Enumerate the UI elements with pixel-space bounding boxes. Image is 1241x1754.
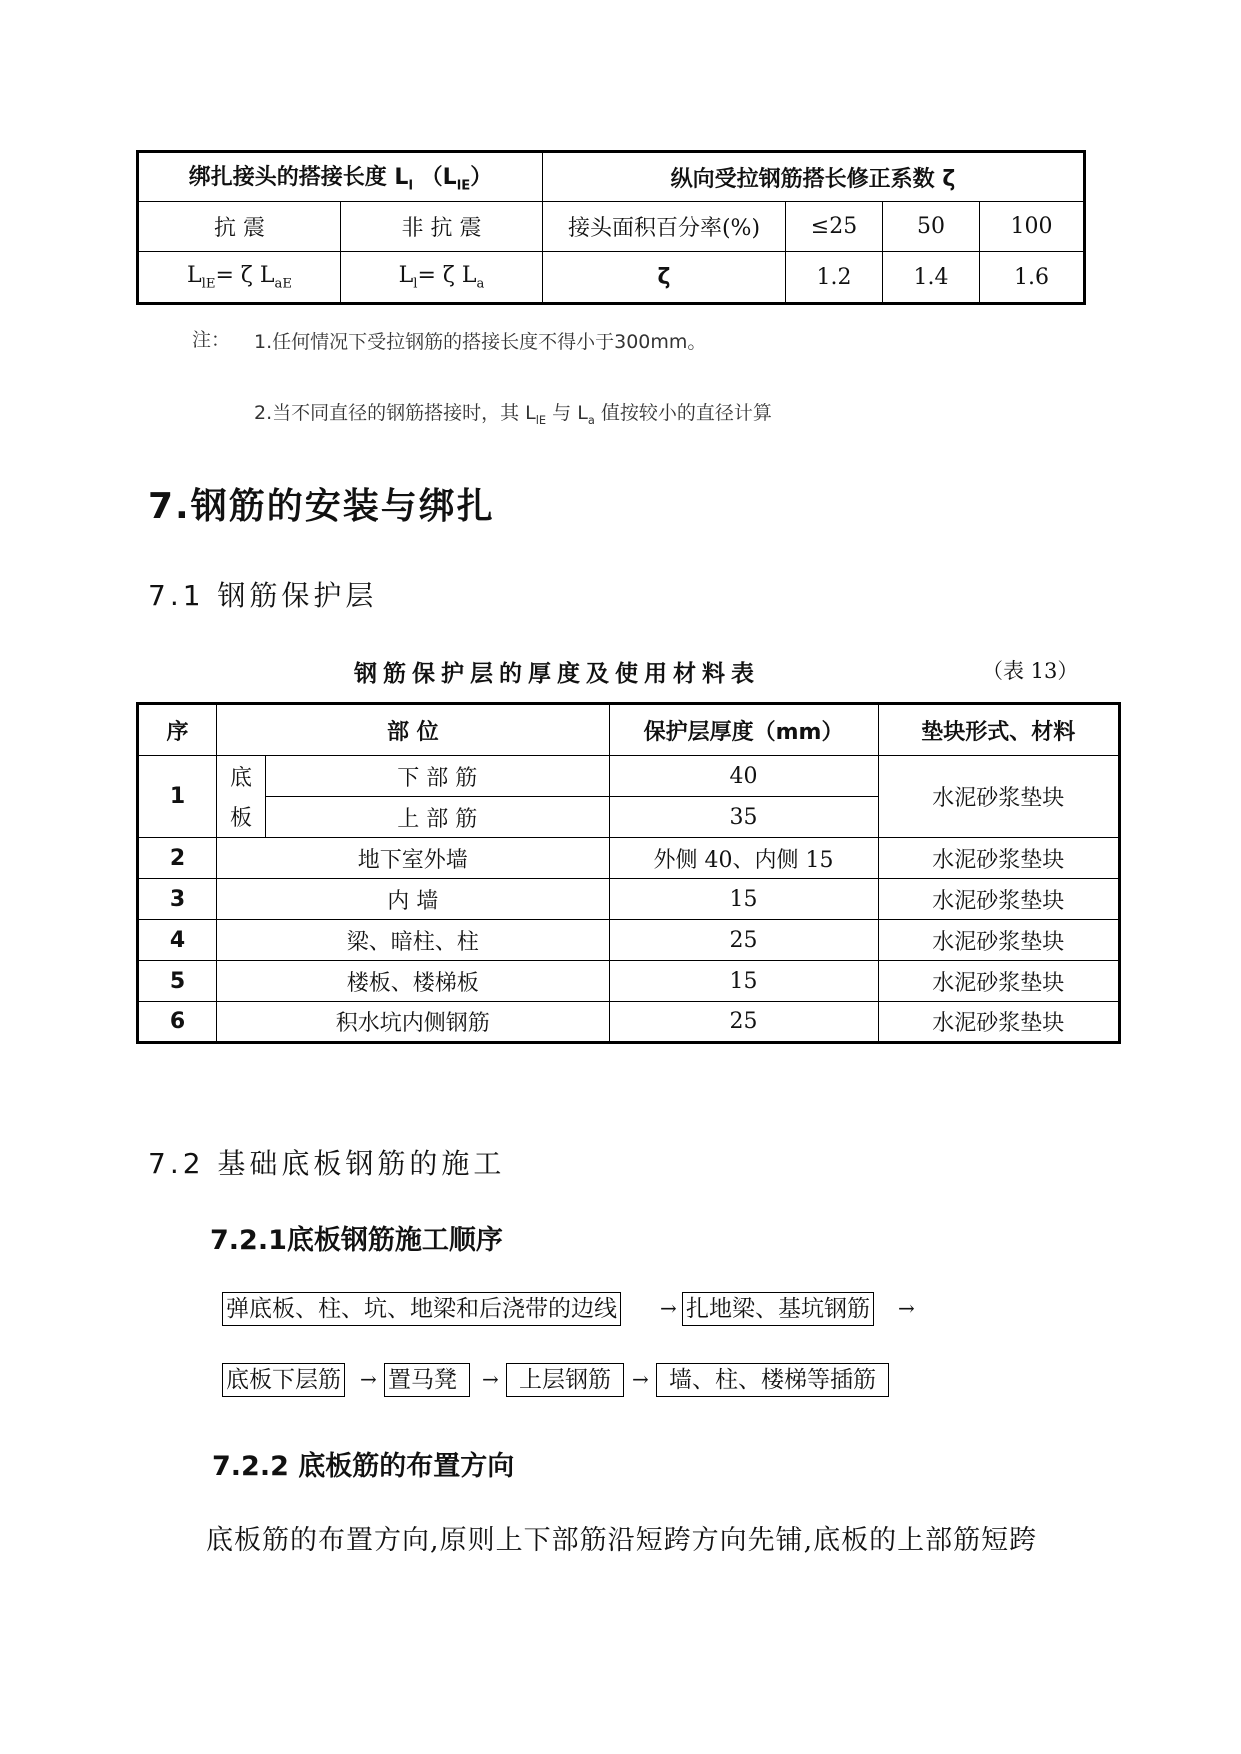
table-row [138,961,1120,1002]
thickness-cell: 25 [609,1002,878,1043]
cover-table-caption: 钢筋保护层的厚度及使用材料表 [354,661,760,687]
part-cell: 地下室外墙 [217,838,610,879]
lap-coef-2: 1.4 [883,252,980,304]
lap-cell-seismic: 抗 震 [138,202,341,252]
cover-thickness-table [136,702,1121,1044]
flow-arrow-icon: → [632,1367,649,1391]
table-row [138,1002,1120,1043]
formula-sub: aE [274,276,292,292]
formula-mid: = ζ L [417,262,477,288]
part-cell: 楼板、楼梯板 [217,961,610,1002]
lap-header-paren-sub: lE [456,178,471,194]
lap-header-left-text: 绑扎接头的搭接长度 L [188,165,409,191]
table-row [138,838,1120,879]
lap-cell-nonseismic: 非 抗 震 [341,202,543,252]
note-2-sub: lE [535,412,547,427]
thickness-cell: 15 [609,879,878,920]
col-header-no: 序 [138,704,217,756]
lap-cell-ratio-100: 100 [980,202,1085,252]
lap-header-sub: l [408,178,413,194]
lap-header-close: ） [470,165,493,191]
part-cell: 内 墙 [217,879,610,920]
section-7-2-2-title: 7.2.2 底板筋的布置方向 [212,1451,515,1482]
lap-length-table [136,150,1086,305]
row-no: 2 [138,838,217,879]
lap-cell-ratio-25: ≤25 [786,202,883,252]
material-cell: 水泥砂浆垫块 [878,1002,1119,1043]
flow-step-bottom-layer: 底板下层筋 [222,1363,345,1397]
lap-coef-1: 1.2 [786,252,883,304]
flow-arrow-icon: → [360,1367,377,1391]
flow-arrow-icon: → [660,1296,677,1320]
thickness-cell: 40 [609,756,878,797]
thickness-cell: 15 [609,961,878,1002]
formula-l: L [398,262,414,288]
part-cell: 积水坑内侧钢筋 [217,1002,610,1043]
flow-step-dowels: 墙、柱、楼梯等插筋 [656,1363,889,1397]
formula-l: L [187,262,202,288]
formula-sub: a [476,276,485,292]
formula-sub: lE [201,276,216,292]
thickness-cell: 外侧 40、内侧 15 [609,838,878,879]
col-header-material: 垫块形式、材料 [878,704,1119,756]
formula-sub: l [413,276,418,292]
part-cell: 上 部 筋 [266,797,610,838]
body-paragraph: 底板筋的布置方向,原则上下部筋沿短跨方向先铺,底板的上部筋短跨 [206,1525,1038,1556]
material-cell: 水泥砂浆垫块 [878,756,1119,838]
row-no: 1 [138,756,217,838]
section-7-2-1-title: 7.2.1底板钢筋施工顺序 [210,1225,503,1256]
lap-formula-nonseismic [341,252,543,304]
note-2-text: 值按较小的直径计算 [594,402,772,424]
flow-step-ground-beam: 扎地梁、基坑钢筋 [682,1292,874,1326]
part-cell: 下 部 筋 [266,756,610,797]
thickness-cell: 35 [609,797,878,838]
cover-table-number: （表 13） [982,659,1079,683]
group-label: 底 [217,756,266,797]
flow-arrow-icon: → [482,1367,499,1391]
lap-header-paren: （L [420,165,457,191]
lap-header-left [138,152,543,202]
section-7-1-title: 7.1 钢筋保护层 [148,579,378,612]
material-cell: 水泥砂浆垫块 [878,838,1119,879]
note-label: 注： [192,329,231,351]
section-7-2-title: 7.2 基础底板钢筋的施工 [148,1147,506,1180]
lap-cell-ratio-50: 50 [883,202,980,252]
note-2-text: 与 L [546,402,588,424]
row-no: 6 [138,1002,217,1043]
table-row [138,879,1120,920]
flow-step-top-layer: 上层钢筋 [506,1363,624,1397]
note-1: 1.任何情况下受拉钢筋的搭接长度不得小于300mm。 [254,331,707,353]
note-2-sub: a [587,412,595,427]
note-2-text: 2.当不同直径的钢筋搭接时，其 L [254,402,536,424]
material-cell: 水泥砂浆垫块 [878,879,1119,920]
row-no: 5 [138,961,217,1002]
part-cell: 梁、暗柱、柱 [217,920,610,961]
formula-mid: = ζ L [215,262,275,288]
section-7-title: 7.钢筋的安装与绑扎 [148,486,495,527]
row-no: 4 [138,920,217,961]
material-cell: 水泥砂浆垫块 [878,961,1119,1002]
lap-formula-seismic [138,252,341,304]
material-cell: 水泥砂浆垫块 [878,920,1119,961]
flow-arrow-icon: → [898,1296,915,1320]
lap-header-right: 纵向受拉钢筋搭长修正系数 ζ [543,152,1085,202]
lap-zeta: ζ [543,252,786,304]
lap-cell-ratio-label: 接头面积百分率(%) [543,202,786,252]
group-label: 板 [217,797,266,838]
col-header-thickness: 保护层厚度（mm） [609,704,878,756]
thickness-cell: 25 [609,920,878,961]
table-row [138,920,1120,961]
col-header-part: 部 位 [217,704,610,756]
note-2 [254,398,772,427]
flow-step-mark-lines: 弹底板、柱、坑、地梁和后浇带的边线 [222,1292,621,1326]
row-no: 3 [138,879,217,920]
flow-step-stools: 置马凳 [384,1363,470,1397]
lap-coef-3: 1.6 [980,252,1085,304]
